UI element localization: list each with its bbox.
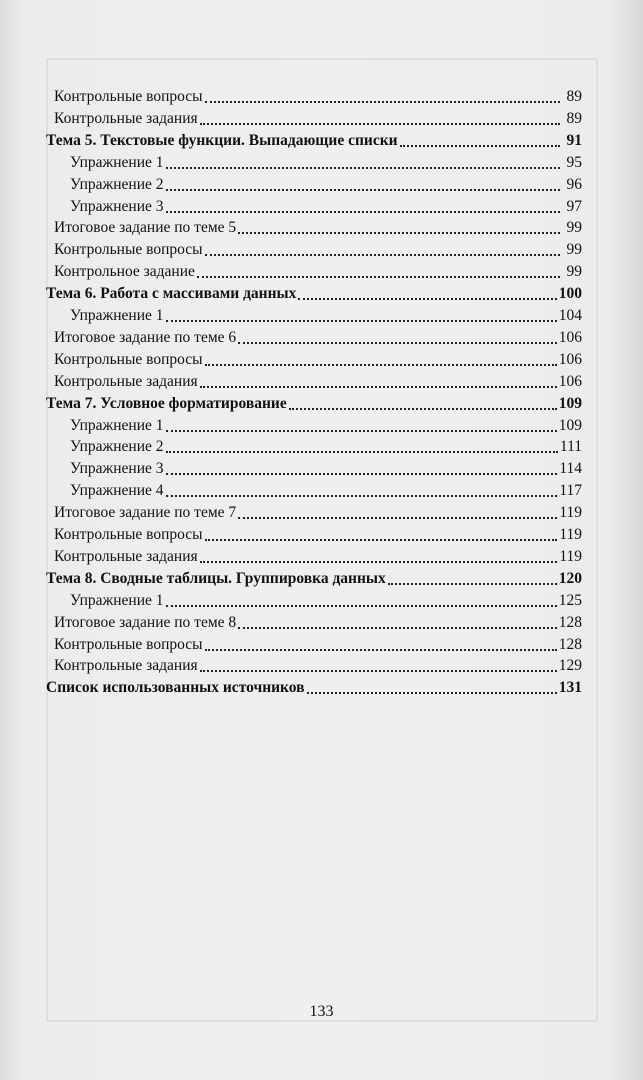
toc-entry-title: Упражнение 1 [70, 153, 164, 171]
toc-entry-title: Тема 6. Работа с массивами данных [46, 285, 297, 303]
toc-entry-page: 109 [558, 394, 582, 412]
toc-entry-page: 91 [566, 131, 582, 149]
toc-entry-page: 125 [558, 591, 582, 609]
toc-entry-page: 99 [566, 241, 582, 259]
toc-entry-title: Упражнение 1 [70, 591, 164, 609]
toc-entry [54, 106, 582, 128]
toc-entry-title: Контрольные задания [54, 109, 198, 127]
dot-leader [166, 430, 557, 432]
toc-chapter-entry [46, 675, 582, 697]
toc-entry-title: Упражнение 1 [70, 416, 164, 434]
dot-leader [197, 276, 560, 278]
toc-entry-title: Контрольные вопросы [54, 241, 203, 259]
toc-entry-page: 100 [558, 285, 582, 303]
toc-entry-title: Итоговое задание по теме 7 [54, 504, 237, 522]
toc-entry-title: Тема 8. Сводные таблицы. Группировка данных [46, 569, 386, 587]
dot-leader [166, 167, 560, 169]
toc-entry [70, 413, 582, 435]
dot-leader [400, 145, 560, 147]
toc-entry [70, 172, 582, 194]
toc-entry-page: 114 [559, 460, 582, 478]
toc-entry-title: Контрольные задания [54, 372, 198, 390]
toc-entry [54, 237, 582, 259]
toc-chapter-entry [46, 281, 582, 303]
toc-entry-title: Контрольные вопросы [54, 526, 203, 543]
toc-entry [54, 653, 582, 675]
toc-entry [70, 303, 582, 325]
dot-leader [205, 101, 560, 103]
toc-entry-title: Контрольные вопросы [54, 350, 203, 368]
toc-entry-page: 99 [566, 263, 582, 281]
dot-leader [166, 605, 557, 607]
dot-leader [200, 386, 557, 388]
toc-entry-page: 131 [558, 679, 582, 697]
toc-entry-title: Упражнение 3 [70, 460, 164, 478]
toc-entry-title: Тема 5. Текстовые функции. Выпадающие списки [46, 131, 398, 149]
toc-entry [70, 150, 582, 172]
toc-entry [54, 369, 582, 391]
dot-leader [166, 473, 558, 475]
toc-entry-page: 128 [558, 635, 582, 653]
dot-leader [205, 254, 560, 256]
toc-entry-title: Тема 7. Условное форматирование [46, 394, 287, 412]
toc-entry-page: 96 [566, 175, 582, 193]
dot-leader [238, 517, 557, 519]
dot-leader [307, 692, 557, 694]
dot-leader [388, 583, 557, 585]
toc-entry-title: Упражнение 4 [70, 482, 164, 500]
toc-entry-title: Упражнение 1 [70, 307, 164, 324]
toc-entry [54, 325, 582, 347]
dot-leader [166, 189, 560, 191]
toc-entry [54, 522, 582, 544]
toc-entry-title: Итоговое задание по теме 6 [54, 328, 237, 346]
toc-chapter-entry [46, 391, 582, 413]
toc-entry-title: Упражнение 2 [70, 438, 164, 456]
toc-entry-page: 95 [566, 153, 582, 171]
toc-entry [70, 434, 582, 456]
toc-entry-page: 129 [558, 657, 582, 675]
toc-chapter-entry [46, 128, 582, 150]
toc-entry [54, 215, 582, 237]
toc-entry [70, 588, 582, 610]
dot-leader [200, 561, 558, 563]
page-number: 133 [309, 1003, 334, 1020]
dot-leader [166, 320, 557, 322]
toc-entry-page: 104 [558, 307, 582, 324]
toc-entry-page: 119 [559, 504, 582, 522]
toc-entry [70, 194, 582, 216]
toc-entry [54, 84, 582, 106]
toc-entry [70, 456, 582, 478]
dot-leader [166, 451, 558, 453]
toc-entry-page: 120 [558, 569, 582, 587]
toc-entry [54, 347, 582, 369]
dot-leader [238, 627, 557, 629]
toc-entry-page: 128 [558, 613, 582, 631]
toc-chapter-entry [46, 566, 582, 588]
toc-entry-page: 106 [558, 328, 582, 346]
dot-leader [200, 123, 560, 125]
toc-entry-page: 106 [558, 350, 582, 368]
toc-entry [54, 544, 582, 566]
toc-entry-page: 117 [559, 482, 582, 500]
dot-leader [289, 408, 557, 410]
toc-entry-title: Контрольные задания [54, 657, 198, 675]
toc-entry-page: 119 [559, 526, 582, 543]
toc-entry-page: 89 [566, 88, 582, 105]
toc-entry-title: Итоговое задание по теме 8 [54, 613, 237, 631]
dot-leader [166, 211, 560, 213]
toc-entry-page: 106 [558, 372, 582, 390]
toc-entry-page: 119 [559, 547, 582, 565]
dot-leader [166, 495, 558, 497]
toc-entry-page: 111 [559, 438, 582, 456]
toc-entry-page: 97 [566, 197, 582, 215]
toc-entry-title: Итоговое задание по теме 5 [54, 219, 237, 237]
toc-entry [54, 500, 582, 522]
toc-entry [54, 632, 582, 654]
toc-entry-title: Упражнение 3 [70, 197, 164, 215]
dot-leader [200, 670, 557, 672]
toc-entry-page: 99 [566, 219, 582, 237]
toc-entry [54, 259, 582, 281]
toc-entry-title: Список использованных источников [46, 679, 305, 697]
toc-entry-title: Контрольные вопросы [54, 635, 203, 653]
toc-entry-title: Контрольные задания [54, 547, 198, 565]
toc-entry [54, 610, 582, 632]
dot-leader [205, 364, 557, 366]
dot-leader [298, 298, 556, 300]
dot-leader [238, 342, 557, 344]
toc-entry-title: Контрольное задание [54, 263, 195, 281]
dot-leader [205, 649, 557, 651]
dot-leader [205, 539, 558, 541]
dot-leader [238, 232, 560, 234]
toc-entry [70, 478, 582, 500]
toc-entry-title: Упражнение 2 [70, 175, 164, 193]
toc-entry-page: 89 [566, 109, 582, 127]
toc-entry-page: 109 [558, 416, 582, 434]
toc-entry-title: Контрольные вопросы [54, 88, 203, 105]
